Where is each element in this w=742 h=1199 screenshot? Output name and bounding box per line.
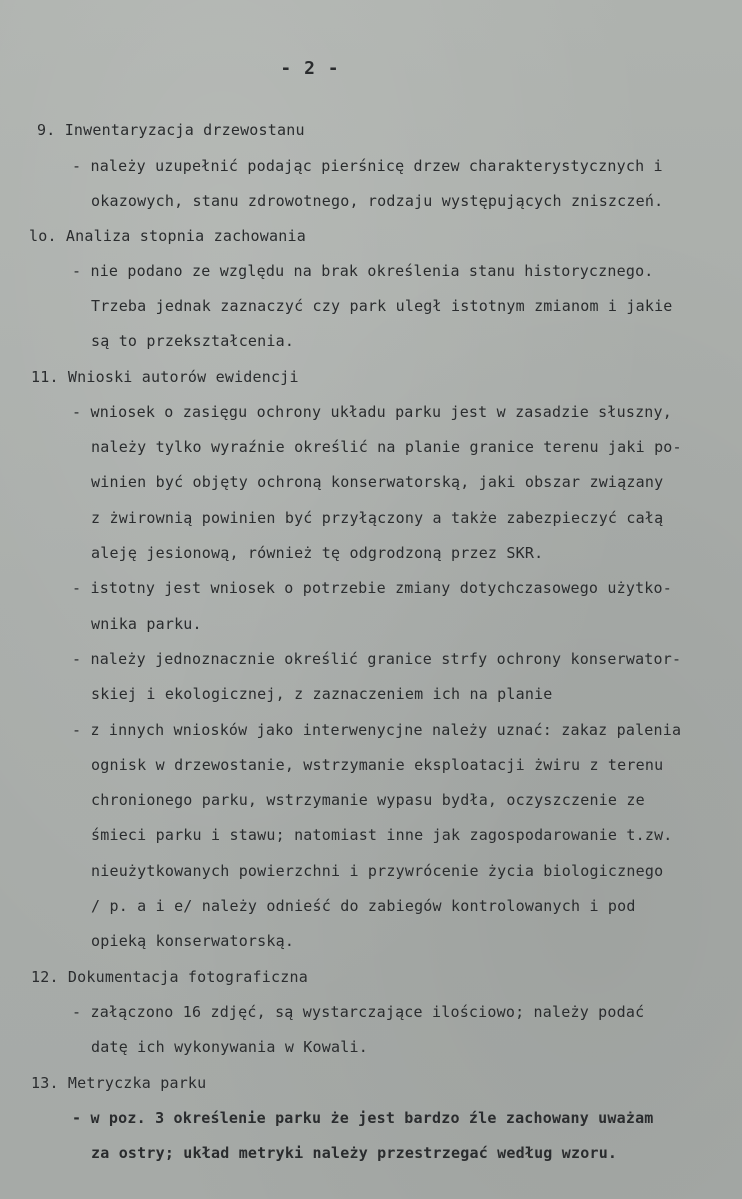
text-line: - nie podano ze względu na brak określenia stanu historycznego. [72, 262, 654, 280]
text-line: nieużytkowanych powierzchni i przywrócenie życia biologicznego [91, 862, 664, 880]
section-12-heading: 12. Dokumentacja fotograficzna [31, 968, 308, 986]
text-line: - należy jednoznacznie określić granice strfy ochrony konserwator- [72, 650, 682, 668]
text-line: winien być objęty ochroną konserwatorską, jaki obszar związany [91, 473, 664, 491]
text-line: - istotny jest wniosek o potrzebie zmiany dotychczasowego użytko- [72, 579, 672, 597]
text-line: - wniosek o zasięgu ochrony układu parku jest w zasadzie słuszny, [72, 403, 672, 421]
text-line: opieką konserwatorską. [91, 932, 295, 950]
text-line: okazowych, stanu zdrowotnego, rodzaju występujących zniszczeń. [91, 192, 664, 210]
text-line: ognisk w drzewostanie, wstrzymanie eksploatacji żwiru z terenu [91, 756, 664, 774]
text-line: aleję jesionową, również tę odgrodzoną przez SKR. [91, 544, 544, 562]
text-line: - należy uzupełnić podając pierśnicę drzew charakterystycznych i [72, 157, 663, 175]
text-line: datę ich wykonywania w Kowali. [91, 1038, 368, 1056]
section-13-heading: 13. Metryczka parku [31, 1074, 207, 1092]
text-line: z żwirownią powinien być przyłączony a także zabezpieczyć całą [91, 509, 664, 527]
text-line: za ostry; układ metryki należy przestrzegać według wzoru. [91, 1144, 618, 1162]
text-line: - w poz. 3 określenie parku że jest bardzo źle zachowany uważam [72, 1109, 654, 1127]
text-line: / p. a i e/ należy odnieść do zabiegów kontrolowanych i pod [91, 897, 636, 915]
text-line: wnika parku. [91, 615, 202, 633]
text-line: Trzeba jednak zaznaczyć czy park uległ istotnym zmianom i jakie [91, 297, 673, 315]
section-10-heading: lo. Analiza stopnia zachowania [29, 227, 306, 245]
text-line: należy tylko wyraźnie określić na planie granice terenu jaki po- [91, 438, 682, 456]
page-number: - 2 - [280, 58, 340, 79]
section-9-heading: 9. Inwentaryzacja drzewostanu [37, 121, 305, 139]
text-line: - z innych wniosków jako interwenycjne należy uznać: zakaz palenia [72, 721, 682, 739]
text-line: chronionego parku, wstrzymanie wypasu bydła, oczyszczenie ze [91, 791, 645, 809]
text-line: są to przekształcenia. [91, 332, 295, 350]
section-11-heading: 11. Wnioski autorów ewidencji [31, 368, 299, 386]
text-line: śmieci parku i stawu; natomiast inne jak zagospodarowanie t.zw. [91, 826, 673, 844]
text-line: skiej i ekologicznej, z zaznaczeniem ich na planie [91, 685, 553, 703]
text-line: - załączono 16 zdjęć, są wystarczające ilościowo; należy podać [72, 1003, 645, 1021]
